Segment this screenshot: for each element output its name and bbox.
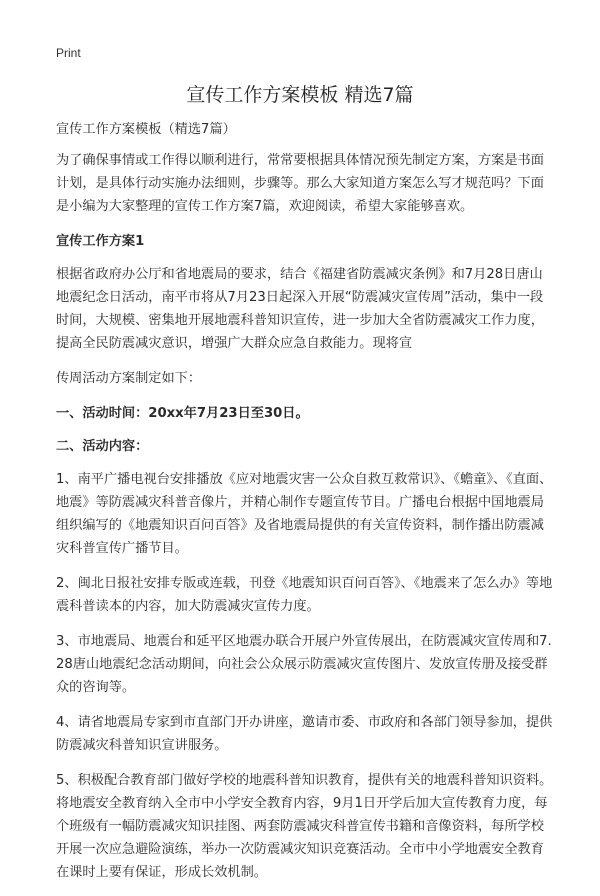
plan-1-paragraph: 根据省政府办公厅和省地震局的要求，结合《福建省防震减灾条例》和7月28日唐山地震纪念日活动，南平市将从7月23日起深入开展“防震减灾宣传周”活动，集中一段时间，大规模、密集地开展地震科普知识宣传，进一步加大全省防震减灾工作力度，提高全民防震减灾意识，增强广大群众应急自救能力。现将宣 <box>56 267 544 351</box>
section-activity-time: 一、活动时间：20xx年7月23日至30日。 <box>56 406 309 421</box>
print-label: Print <box>56 46 81 60</box>
list-item-2: 2、闽北日报社安排专版或连载，刊登《地震知识百问百答》、《地震来了怎么办》等地震科普读本的内容，加大防震减灾宣传力度。 <box>56 576 553 614</box>
plan-1-heading: 宣传工作方案1 <box>56 234 145 249</box>
list-item-5: 5、积极配合教育部门做好学校的地震科普知识教育，提供有关的地震科普知识资料。将地震安全教育纳入全市中小学安全教育内容，9月1日开学后加大宣传教育力度，每个班级有一幅防震减灾知识挂图、两套防震减灾科普宣传书籍和音像资料，每所学校开展一次应急避险演练，举办一次防震减灾知识竞赛活动。全市中小学地震安全教育在课时上要有保证，形成长效机制。 <box>56 773 553 880</box>
list-item-4: 4、请省地震局专家到市直部门开办讲座，邀请市委、市政府和各部门领导参加，提供防震减灾科普知识宣讲服务。 <box>56 715 553 753</box>
list-item-3: 3、市地震局、地震台和延平区地震办联合开展户外宣传展出，在防震减灾宣传周和7.28唐山地震纪念活动期间，向社会公众展示防震减灾宣传图片、发放宣传册及接受群众的咨询等。 <box>56 634 552 695</box>
list-item-1: 1、南平广播电视台安排播放《应对地震灾害一公众自救互救常识》、《蟾童》、《直面、地震》等防震减灾科普音像片，并精心制作专题宣传节目。广播电台根据中国地震局组织编写的《地震知识百问百答》及省地震局提供的有关宣传资料，制作播出防震减灾科普宣传广播节目。 <box>56 472 553 556</box>
section-activity-content: 二、活动内容： <box>56 439 149 454</box>
intro-paragraph: 为了确保事情或工作得以顺利进行，常常要根据具体情况预先制定方案，方案是书面计划，是具体行动实施办法细则，步骤等。那么大家知道方案怎么写才规范吗？下面是小编为大家整理的宣传工作方案7篇，欢迎阅读，希望大家能够喜欢。 <box>56 153 544 214</box>
plan-1-continuation: 传周活动方案制定如下： <box>56 371 202 386</box>
document-subtitle: 宣传工作方案模板（精选7篇） <box>56 122 236 137</box>
document-body <box>56 118 554 896</box>
page-title: 宣传工作方案模板 精选7篇 <box>186 84 414 106</box>
